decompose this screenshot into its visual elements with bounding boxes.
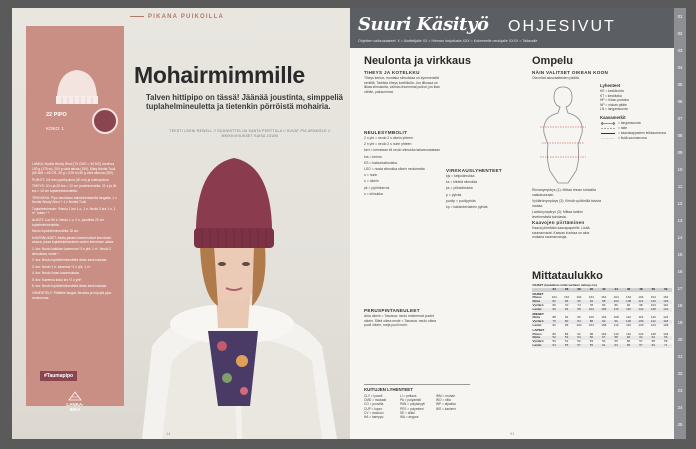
measure-item: Lantionympärys (3): Mittaa lantion leveimmästä kohdasta. [532,209,584,219]
instruction-line: 5. krs: Kavenna koko krs *2 o yht*. [32,277,83,282]
sizing-heading: NÄIN VALITSET OIKEAN KOON [532,70,609,75]
fiber-abbr: CMD = modaali [364,398,387,403]
size-cell: 124 [650,322,656,327]
size-cell: 62 [635,336,647,340]
size-header-cell: 40 [585,288,597,292]
size-cell: 120 [647,300,659,304]
size-header-cell: 46 [622,288,634,292]
size-cell: 84 [573,320,585,324]
size-cell: 164 [638,295,644,300]
pattern-mark-item [600,136,670,141]
right-page [350,8,686,439]
legend-text: KT = keskitaka [600,93,622,98]
size-cell: 51 [564,339,569,344]
page-index-number: 17 [677,286,683,291]
abbr-item: pk = pyörökerros [364,185,390,190]
size-cell: 58 [651,339,655,344]
size-cell: 53 [589,339,594,344]
size-cell: 108 [601,322,607,327]
size-cell: 122 [635,308,647,312]
size-cell: 116 [622,308,634,312]
abbr-item: puolip = puolipylväs [446,198,476,203]
page-index-number: 25 [677,422,683,427]
size-cell: 100 [576,322,582,327]
size-cell: 52 [548,336,560,340]
instruction-line: Neulo tuplahelmineuletta 18 cm. [32,229,80,234]
fiber-abbr: LI = pellava [400,394,417,398]
pattern-drawing-text: Kaava piirretään kaavapaperille. Lisää saumanvarat. Kaavan kuvissa on aina mukana saumanvaroja. [532,226,590,240]
pattern-mark-text: = langansuunta [618,120,641,125]
page-index-number: 03 [677,48,683,53]
pattern-mark-text: = taite [618,125,628,130]
yarn-idea-badge [64,391,86,412]
page-index-number: 12 [677,201,683,206]
size-cell: 64 [647,336,659,340]
size-cell: 92 [598,320,610,324]
size-cell: 100 [622,320,634,324]
size-cell: 98 [639,302,643,307]
difficulty-legend: Ohjeiden vaikeusasteet: X = Aloittelijalle XX = Hieman harjoitusta XXX = Kokeneelle neulojalle XXXX = Taitavalle [358,39,538,43]
abbr-item: 2 o yht = neulo 2 s oikein yhteen [364,136,413,140]
abbr-item: kert = kerrataan eli neulo silmukka takareunastaan [364,148,440,153]
page-index-strip [674,8,686,439]
sewing-title: Ompelu [532,55,573,67]
size-cell: 116 [626,331,631,336]
size-header-cell: 38 [573,288,585,292]
size-cell: 102 [610,300,622,304]
legend-title: Lyhenteet [600,83,621,88]
size-cell: 94 [585,300,597,304]
size-row-label: Lantio [532,344,548,348]
knitting-title: Neulonta ja virkkaus [364,55,471,67]
size-cell: 80 [560,320,572,324]
yarn-swatch [92,108,118,134]
size-cell: 53 [560,336,572,340]
size-row-label: Lantio [532,308,548,312]
size-section-label: NAISET [532,291,544,296]
size-cell: 59 [585,344,597,348]
size-cell: 54 [602,339,606,344]
article-credits: TEKSTI LEENI REWELL // SUUNNITTELIJA SANTA PERTTULA // KUVAT PIA ARNKIELE // MEIKKI/HIUKSET KAISA JOUNI [169,129,331,138]
size-cell: 104 [601,331,607,336]
size-row-label: Vyötärö [532,320,548,324]
size-cell: 65 [622,344,634,348]
size-cell: 106 [598,308,610,312]
size-section-label: MIEHET [532,311,544,316]
size-cell: 164 [626,295,632,300]
abbr-item: 2 n yht = neulo 2 s nurin yhteen [364,142,412,147]
fiber-abbr: PA = polyamidi [400,398,421,403]
size-cell: 98 [573,308,585,312]
size-cell: 164 [663,295,669,300]
fiber-abbr: SE = silkki [400,410,415,415]
legend-text: KE = keskikohta [600,89,624,93]
legend-text: LN = langansuunta [600,107,628,111]
size-cell: 116 [638,315,644,320]
page-index-number: 22 [677,371,683,376]
page-index-number: 07 [677,116,683,121]
fiber-glossary-grid [364,394,470,419]
size-cell: 88 [552,315,556,320]
size-cell: 92 [626,302,631,307]
size-cell: 98 [589,331,594,336]
size-cell: 164 [564,295,570,300]
instruction-line: VIIMEISTELY: Päättele langat. Neulota ja höyrytä pipo muotoonsa. [32,291,112,300]
abbr-item: n = nurin [364,173,378,178]
size-cell: 57 [573,344,585,348]
size-chart-table [532,284,672,348]
legend-text: HP = hihan pudotus [600,98,629,102]
size-cell: 66 [552,302,556,307]
size-cell: 92 [552,322,556,327]
page-index-number: 04 [677,65,683,70]
body-measurement-figure [532,83,594,185]
size-cell: 92 [564,315,569,320]
fiber-abbr [436,415,470,419]
size-header-cell: 44 [610,288,622,292]
size-cell: 55 [614,339,618,344]
size-header-cell: 50 [647,288,659,292]
abbr-item: LSO = nosta silmukka oikein neulomatta [364,167,425,172]
size-cell: 86 [564,331,569,336]
size-cell: 128 [650,331,656,336]
size-cell: 50 [552,339,556,344]
article-lede: Talven hittipipo on tässä! Jäänää joustinta, simppeliä tuplahelmineuletta ja tietenkin pörröistä mohairia. [146,93,343,112]
fiber-abbr: WO = villa [436,398,451,403]
size-cell: 116 [626,322,631,327]
page-index-number: 20 [677,337,683,342]
instruction-line: PUIKOT: 3,5 mm pyöröpuikot (40 cm) ja sukkapuikot. [32,177,110,182]
size-cell: 94 [560,308,572,312]
article-title: Mohairmimmille [134,62,305,88]
size-row-label: Lantio [532,322,542,327]
size-header-cell: 34 [548,288,560,292]
instruction-line: KAVENNUKSET: Aloita jakaen kavennukset kerroksen alussa, jossa tuplahelmineuleen uuden kerroksen alkaa. [32,235,114,245]
size-cell: 120 [638,322,644,327]
size-cell: 164 [576,295,582,300]
size-cell: 112 [647,320,659,324]
page-index-number: 10 [677,167,683,172]
page-index-number: 08 [677,133,683,138]
page-index-number: 23 [677,388,683,393]
instruction-line: 1. krs: Neulo kaikkien kavennus *3 s yht, 1 n*. Neulo 2 silmukkaa, toista *. [32,246,112,256]
size-cell: 57 [639,339,643,344]
size-cell: 67 [635,344,647,348]
page-index-number: 06 [677,99,683,104]
size-cell: 52 [577,339,581,344]
size-cell: 55 [560,344,572,348]
measure-item: Vyötärönympärys (2): Kiristä vyötäröllä taivuta naulaa. [532,198,602,208]
magazine-brand: Suuri Käsityö [358,14,489,35]
size-cell: 128 [663,322,669,327]
fiber-abbr: CO = puuvilla [364,402,384,407]
gauge-heading: TIHEYS JA KOTELKKU [364,70,420,75]
size-cell: 78 [589,302,594,307]
abbr-item: krs = kerros [364,154,382,159]
fiber-abbr: WM = mohair [436,394,456,398]
size-cell: 74 [577,302,581,307]
pattern-drawing-heading: Kaavojen piirtäminen [532,220,585,225]
size-cell: 128 [647,308,659,312]
size-cell: 54 [573,336,585,340]
basic-stitches-heading: PERUSPINTANEULEET [364,308,420,313]
abbr-item: kp = kaksinkertainen pylväs [446,205,488,210]
hashtag-badge: #Taumapipo [40,371,77,381]
measure-list [532,188,602,221]
page-header [350,8,686,48]
abbreviation-legend [600,83,670,141]
size-header-cell: 52 [660,288,672,292]
page-index-number: 14 [677,235,683,240]
size-row-label: Vyötärö [532,302,544,307]
fiber-abbr: HA = hamppu [364,415,384,420]
size-cell: 82 [602,302,606,307]
basic-stitches-text: Aina oikein = Tasossa: neulo molemmat puolet oikein. Sileä oikea neule = Tasossa: neulo oikea puoli oikein, nurja puoli nurin. [364,314,437,328]
size-cell: 126 [660,300,672,304]
pattern-mark-text: = lisää saumanvara [618,135,647,140]
pipo-label: 22 PIPO [46,112,67,118]
left-page [12,8,350,439]
size-cell: 88 [585,320,597,324]
size-cell: 124 [663,315,669,320]
page-index-number: 05 [677,82,683,87]
size-cell: 106 [635,320,647,324]
size-header-cell: 48 [635,288,647,292]
abbr-item: ks = kiinteä silmukka [446,180,478,185]
instruction-line: 6. krs: Neulo tuplahelmineuletta ilman kavennuksia. [32,284,108,289]
page-index-number: 18 [677,303,683,308]
table-row [532,344,672,348]
yarn-idea-label: LANKA-IDEA [66,402,84,412]
size-cell: 90 [548,308,560,312]
gauge-text: Tiheys kertoo, montako silmukkaa on kymmenellä sentillä. Tarkista tiheys koetilkulla. Jos tilkussa on liikaa silmukoita, vaihda ohuemmat puikot; jos liian vähän, paksummat. [364,76,440,95]
size-header-cell: 36 [560,288,572,292]
size-cell: 134 [660,308,672,312]
size-cell: 112 [613,322,619,327]
model-photo [122,146,350,439]
pipo-size: KOKO: 1 [46,126,65,131]
table-row [532,324,672,328]
size-row-label: Pituus [532,295,542,300]
fiber-abbr: WA = angora [400,415,419,420]
page-index-number: 15 [677,252,683,257]
fiber-abbr: CUP = kupro [364,406,383,411]
abbr-item: p = pylväs [446,192,462,197]
size-cell: 61 [598,344,610,348]
size-cell: 86 [560,300,572,304]
fiber-abbr: WP = alpakka [436,402,456,407]
fiber-abbr: WS = kashmir [436,406,456,411]
abbr-item: kjs = ketjusilmukka [446,174,475,178]
size-cell: 58 [610,336,622,340]
size-cell: 102 [585,308,597,312]
size-cell: 110 [663,302,669,307]
abbr-item: KS = kaksoissilmukka [364,160,397,165]
pattern-marks-title: Kaavamerkit [600,114,626,120]
size-chart-subtitle: NAISET (taulukkon mitat vartalon mittoja cm) [532,283,597,287]
legend-text: NP = niskan pääte [600,102,627,107]
fiber-abbr: CLY = lyocell [364,394,383,398]
seam-allowance-icon [600,136,616,141]
instruction-line: TIHEYS: 20 s ja 28 krs = 10 cm joustinneuletta. 21 s ja 26 krs = 10 cm tuplahelmineuletta. [32,184,117,193]
page-index-number: 09 [677,150,683,155]
pattern-instructions [32,162,120,302]
fiber-glossary-title: KUITUJEN LYHENTEET [364,387,413,392]
size-cell: 110 [613,331,619,336]
size-cell: 164 [601,295,607,300]
page-number: 14 [166,431,171,436]
size-chart-title: Mittataulukko [532,270,603,282]
size-cell: 56 [626,339,631,344]
size-cell: 108 [613,315,619,320]
size-cell: 82 [548,300,560,304]
abbr-item: o = oikein [364,179,379,184]
page-index-number: 16 [677,269,683,274]
pattern-mark-text: = kaavakappaleen leikkausreuna [618,130,667,135]
size-cell: 134 [663,331,669,336]
size-cell: 80 [552,331,556,336]
size-cell: 90 [573,300,585,304]
fiber-abbr: PES = polyesteri [400,406,424,411]
size-cell: 86 [614,302,618,307]
instruction-line: TEKNIIKKA: Pipo neulotaan kaksinkertaisella langalla, 1 x Novita Wooly Wool + 1 x Novita Tuuli. [32,195,117,205]
crochet-abbr-heading: VIRKKAUSLYHENTEET [446,168,502,173]
size-cell: 108 [622,300,634,304]
instruction-line: AUKOT: Luo 90 s. Neulo 1 o, 2 n -joustinta 22 cm tuplahelmineuletta. [32,217,105,227]
size-cell: 54 [548,344,560,348]
size-cell: 56 [585,336,597,340]
page-index-number: 19 [677,320,683,325]
size-cell: 164 [613,295,619,300]
fiber-abbr: PAN = polyakryyli [400,402,425,407]
size-cell: 92 [577,331,581,336]
instruction-line: Tuplahelmineule: *Neulo 1 krs 1 o, 1 n. Neulo 3 krs 1 o, 1 n*, toista * *. [32,206,116,216]
page-index-number: 21 [677,354,683,359]
size-header-cell: 42 [598,288,610,292]
table-row [532,308,672,312]
page-index-number: 11 [677,184,683,189]
size-cell: 122 [638,331,644,336]
abbr-item: ps = piilosilmukka [446,186,473,191]
size-row-label: Rinta [532,300,548,304]
legend-item [600,107,670,112]
size-row-label: Vyötärö [532,339,544,344]
size-cell: 60 [622,336,634,340]
size-cell: 59 [664,339,668,344]
measure-item: Rinnanympärys (1): Mittaa rinnan kohdalta vaakasuoraan. [532,188,596,197]
size-cell: 63 [610,344,622,348]
page-index-number: 13 [677,218,683,223]
page-index-number: 24 [677,405,683,410]
size-cell: 96 [577,315,581,320]
instruction-line: 3. krs: Neulo 1 n, kavenna *1 o yht, 1 n*. [32,264,92,269]
section-label: PIKANA PUIKOILLA [130,14,224,20]
size-cell: 120 [650,315,656,320]
instruction-line: LANKA: Novita Wooly Wool (75 CMO = 30 MC) merinoa 100 g (175 m), 200 g värä alkoia (190), Sisiq Novita Tuuli (60 MM = 60 CR, 25 g = 225 m) 50 g värä alkuoia (300). [32,162,116,176]
abbr-item: s = silmukka [364,191,383,196]
size-cell: 104 [601,315,607,320]
beanie-illustration [52,66,102,106]
size-row-label: Pituus [532,331,542,336]
size-cell: 164 [551,295,557,300]
knit-abbr-heading: NEULESYMBOLIT [364,130,408,135]
size-cell: 110 [610,308,622,312]
size-cell: 164 [650,295,656,300]
pattern-sidebar [26,26,124,412]
size-cell: 96 [564,322,569,327]
size-cell: 98 [598,300,610,304]
size-cell: 70 [564,302,569,307]
sizing-text: Ota mitat alusvaatteiden päältä. [532,76,580,80]
size-cell: 71 [660,344,672,348]
size-cell: 57 [598,336,610,340]
size-cell: 112 [626,315,631,320]
size-cell: 164 [588,295,594,300]
instruction-line: 4. krs: Neulo ilman kavennuksia. [32,271,80,276]
crochet-abbr-list [446,174,522,211]
knit-abbr-list [364,136,442,198]
page-index-number: 02 [677,31,683,36]
size-cell: 104 [650,302,656,307]
size-cell: 66 [660,336,672,340]
instruction-line: 2. krs: Neulo tuplahelmineuletta ilman kavennuksia. [32,258,108,263]
size-cell: 96 [610,320,622,324]
size-row-label: Rinta [532,315,540,320]
page-number: 91 [510,431,515,436]
page-index-number: 01 [677,14,683,19]
fiber-glossary [364,384,470,419]
yarn-ball-icon [68,391,82,401]
size-section-label: LAPSET [532,327,545,332]
size-cell: 104 [588,322,594,327]
section-heading: OHJESIVUT [508,18,616,35]
size-row-label: Rinta [532,336,548,340]
size-cell: 69 [647,344,659,348]
size-cell: 76 [548,320,560,324]
fiber-abbr: CV = viskoosi [364,410,384,415]
size-cell: 118 [660,320,672,324]
size-cell: 114 [635,300,647,304]
size-cell: 100 [588,315,594,320]
